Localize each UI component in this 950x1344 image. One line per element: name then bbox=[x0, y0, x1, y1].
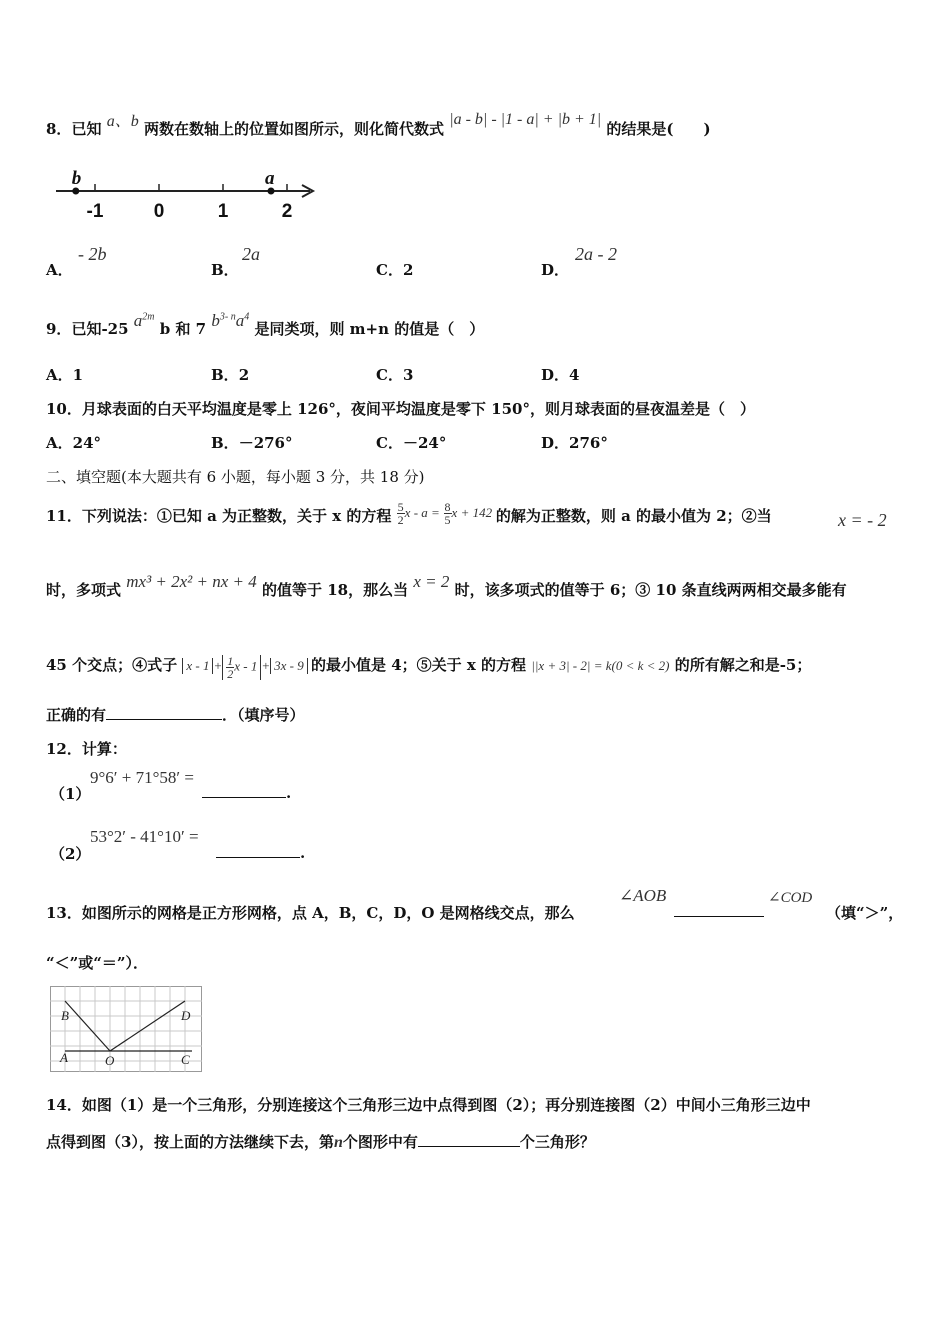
q10-option-a[interactable] bbox=[46, 432, 101, 453]
q9-term-1 bbox=[134, 311, 155, 330]
point-o-label: O bbox=[105, 1053, 115, 1068]
q8-text-1: 已知 bbox=[71, 120, 102, 138]
q9-term1-exp: 2m bbox=[142, 311, 155, 323]
q11-equation-1 bbox=[397, 500, 496, 528]
option-value: －276° bbox=[238, 434, 293, 452]
fraction bbox=[397, 501, 405, 526]
number-line bbox=[48, 164, 328, 226]
q9-option-d[interactable] bbox=[541, 364, 579, 385]
option-value: 2 bbox=[402, 261, 414, 279]
q12-part-1-label: （1） bbox=[50, 785, 91, 803]
q9-text-3: 是同类项，则 m+n 的值是（ bbox=[254, 320, 455, 338]
q8-text-3: 的结果是( bbox=[606, 120, 674, 138]
q13-text-2: （填“＞”， bbox=[826, 904, 904, 922]
q9-term2-a: a bbox=[235, 311, 245, 330]
q8-option-d-value: 2a - 2 bbox=[575, 244, 617, 264]
q11-text-3: 时，多项式 bbox=[46, 581, 122, 599]
q8-text-4: ) bbox=[703, 120, 711, 138]
fraction-num: 5 bbox=[397, 500, 404, 515]
q11-answer-blank[interactable] bbox=[106, 705, 222, 720]
abs-term-2 bbox=[222, 655, 261, 680]
number-line-tick-label: -1 bbox=[86, 201, 104, 222]
point-d-label: D bbox=[181, 1008, 191, 1023]
point-a-label: a bbox=[265, 168, 275, 189]
option-value: 24° bbox=[72, 434, 102, 452]
q10-option-c[interactable] bbox=[376, 432, 446, 453]
q11-line-2 bbox=[46, 572, 847, 600]
q12-part-2-blank[interactable] bbox=[216, 843, 300, 858]
q9-text-1: 已知-25 bbox=[71, 320, 129, 338]
option-label: D． bbox=[541, 366, 570, 384]
q9-stem bbox=[46, 311, 485, 339]
q11-text-1: 11．下列说法：①已知 a 为正整数，关于 x 的方程 bbox=[46, 507, 392, 525]
option-label: A． bbox=[46, 434, 73, 452]
q11-text-6: 45 个交点；④式子 bbox=[46, 656, 178, 674]
abs-term-2-rest: x - 1 bbox=[234, 658, 258, 673]
q12-part-1-expression: 9°6′ + 71°58′ = bbox=[90, 768, 194, 787]
number-line-tick-label: 0 bbox=[153, 201, 165, 222]
q13-angle-aob: ∠AOB bbox=[619, 886, 667, 905]
q12-part-1-blank[interactable] bbox=[202, 783, 286, 798]
q8-option-c[interactable] bbox=[376, 259, 413, 280]
q12-part-2-answer bbox=[216, 843, 305, 862]
plus-sign: + bbox=[261, 658, 271, 673]
q11-abs-expression bbox=[182, 653, 311, 681]
q11-text-10: ．（填序号） bbox=[222, 706, 305, 724]
q12-part-2-label: （2） bbox=[50, 845, 91, 863]
q11-eq-part-2: x + 142 bbox=[451, 505, 493, 520]
option-value: －24° bbox=[402, 434, 447, 452]
q11-condition-2: x = 2 bbox=[413, 572, 450, 591]
fraction bbox=[444, 501, 452, 526]
option-value: 2 bbox=[238, 366, 250, 384]
option-value: 1 bbox=[72, 366, 84, 384]
q11-text-8: 的所有解之和是-5； bbox=[674, 656, 812, 674]
option-value: 3 bbox=[402, 366, 414, 384]
grid-border bbox=[51, 987, 202, 1072]
q8-option-b[interactable] bbox=[211, 259, 239, 280]
section-title: 二、填空题(本大题共有 6 小题，每小题 3 分，共 18 分) bbox=[46, 468, 425, 486]
q14-line-2 bbox=[46, 1131, 595, 1152]
grid-figure bbox=[50, 986, 202, 1072]
option-label: C． bbox=[376, 366, 403, 384]
q14-variable-n: n bbox=[333, 1134, 343, 1151]
q8-option-d[interactable] bbox=[541, 259, 569, 280]
q12-part-2-expression: 53°2′ - 41°10′ = bbox=[90, 827, 199, 846]
fraction-num: 1 bbox=[227, 653, 234, 668]
q11-text-9: 正确的有 bbox=[46, 706, 107, 724]
q13-text-3: “＜”或“＝”）． bbox=[46, 954, 149, 972]
q14-text-4: 个三角形？ bbox=[519, 1133, 595, 1151]
q9-option-a[interactable] bbox=[46, 364, 83, 385]
q9-term2-bexp: 3- n bbox=[219, 311, 236, 323]
q8-stem bbox=[46, 111, 711, 139]
q13-answer-blank[interactable] bbox=[674, 902, 764, 917]
q9-number: 9． bbox=[46, 320, 72, 338]
option-label: B． bbox=[211, 261, 239, 279]
point-b-label: b bbox=[71, 168, 82, 189]
option-label: D． bbox=[541, 434, 570, 452]
q13-angle-cod: ∠COD bbox=[768, 890, 813, 906]
point-b-label: B bbox=[61, 1008, 69, 1023]
q11-line-1 bbox=[46, 500, 772, 530]
grid-lines bbox=[50, 986, 202, 1072]
q9-text-4: ） bbox=[469, 320, 485, 338]
q14-text-2: 点得到图（3），按上面的方法继续下去，第 bbox=[46, 1133, 334, 1151]
q11-polynomial: mx³ + 2x² + nx + 4 bbox=[126, 572, 257, 591]
q8-number: 8． bbox=[46, 120, 72, 138]
q9-term2-b: b bbox=[211, 311, 220, 330]
point-a-label: A bbox=[60, 1050, 68, 1065]
option-label: C． bbox=[376, 434, 403, 452]
q10-option-d[interactable] bbox=[541, 432, 608, 453]
option-value: 276° bbox=[569, 434, 608, 452]
q14-text-3: 个图形中有 bbox=[342, 1133, 418, 1151]
option-label: D． bbox=[541, 261, 570, 279]
option-label: B． bbox=[211, 434, 239, 452]
q8-option-b-value: 2a bbox=[242, 244, 260, 264]
q9-text-2: b 和 7 bbox=[159, 320, 207, 338]
q8-variables: a、b bbox=[106, 113, 139, 130]
q11-text-7: 的最小值是 4；⑤关于 x 的方程 bbox=[310, 656, 527, 674]
q9-term2-aexp: 4 bbox=[244, 311, 250, 323]
abs-term-3: 3x - 9 bbox=[270, 658, 308, 674]
q10-stem: 10．月球表面的白天平均温度是零上 126°，夜间平均温度是零下 150°，则月球表面的昼夜温差是（ ） bbox=[46, 400, 755, 418]
number-line-tick-label: 1 bbox=[217, 201, 229, 222]
ray-ob bbox=[65, 1001, 110, 1051]
number-line-tick-label: 2 bbox=[281, 201, 293, 222]
ray-od bbox=[110, 1001, 185, 1051]
fraction-den: 2 bbox=[227, 666, 234, 681]
q12-title: 12．计算： bbox=[46, 740, 127, 758]
q11-equation-5: ||x + 3| - 2| = k(0 < k < 2) bbox=[531, 658, 670, 673]
plus-sign: + bbox=[213, 658, 223, 673]
q11-text-4: 的值等于 18，那么当 bbox=[262, 581, 409, 599]
q9-term1-base: a bbox=[133, 311, 143, 330]
fraction-num: 8 bbox=[444, 500, 451, 515]
q12-part-1-end: . bbox=[286, 784, 292, 802]
q11-line-3 bbox=[46, 654, 811, 680]
q11-text-2: 的解为正整数，则 a 的最小值为 2；②当 bbox=[495, 507, 772, 525]
q13-answer bbox=[674, 902, 764, 921]
q11-text-5: 时，该多项式的值等于 6；③ 10 条直线两两相交最多能有 bbox=[454, 581, 847, 599]
q11-condition: x = - 2 bbox=[838, 510, 887, 530]
q14-text-1: 14．如图（1）是一个三角形，分别连接这个三角形三边中点得到图（2）；再分别连接图（2）中间小三角形三边中 bbox=[46, 1096, 811, 1114]
q12-part-2-end: . bbox=[300, 844, 306, 862]
q11-line-4 bbox=[46, 704, 305, 725]
q10-option-b[interactable] bbox=[211, 432, 293, 453]
option-label: A． bbox=[46, 261, 73, 279]
q9-option-c[interactable] bbox=[376, 364, 413, 385]
abs-term-1: x - 1 bbox=[182, 658, 213, 674]
q12-part-1-answer bbox=[202, 783, 291, 802]
q9-option-b[interactable] bbox=[211, 364, 249, 385]
q9-term-2 bbox=[211, 311, 249, 330]
q13-text-1: 13．如图所示的网格是正方形网格，点 A，B，C，D，O 是网格线交点，那么 bbox=[46, 904, 575, 922]
fraction-den: 5 bbox=[444, 513, 451, 528]
q11-eq-part-1: x - a = bbox=[404, 505, 440, 520]
q8-text-2: 两数在数轴上的位置如图所示，则化简代数式 bbox=[143, 120, 444, 138]
q8-option-a-value: - 2b bbox=[78, 244, 107, 264]
option-label: A． bbox=[46, 366, 73, 384]
option-value: 4 bbox=[569, 366, 580, 384]
fraction-den: 2 bbox=[397, 513, 404, 528]
q8-option-a[interactable] bbox=[46, 259, 73, 280]
q14-answer-blank[interactable] bbox=[418, 1132, 520, 1147]
option-label: C． bbox=[376, 261, 403, 279]
point-c-label: C bbox=[181, 1052, 190, 1067]
option-label: B． bbox=[211, 366, 239, 384]
q8-expression: |a - b| - |1 - a| + |b + 1| bbox=[449, 111, 602, 128]
